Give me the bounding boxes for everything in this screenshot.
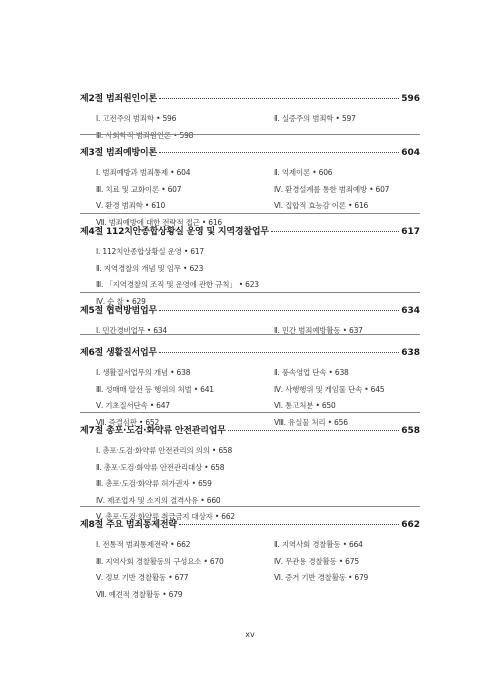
subsection-entry[interactable]: Ⅰ. 전통적 범죄통제전략 • 662 — [96, 540, 191, 549]
section-page-number: 596 — [401, 94, 420, 104]
subsection-entry[interactable]: Ⅴ. 총포·도검·화약류 취급금지 대상자 • 662 — [96, 512, 235, 521]
section-heading[interactable] — [80, 91, 420, 105]
subsection-list — [80, 443, 420, 526]
toc-section — [80, 517, 420, 603]
subsection-entry[interactable]: Ⅷ. 유실물 처리 • 656 — [274, 417, 348, 427]
subsection-entry[interactable]: Ⅲ. 「지역경찰의 조직 및 운영에 관한 규칙」 • 623 — [96, 280, 259, 289]
toc-section — [80, 224, 420, 310]
section-heading[interactable] — [80, 345, 420, 359]
subsection-entry[interactable]: Ⅳ. 제조업자 및 소지의 결격사유 • 660 — [96, 495, 221, 505]
section-page-number: 604 — [401, 148, 420, 158]
subsection-entry[interactable]: Ⅶ. 즉결심판 • 652 — [96, 417, 160, 427]
section-divider — [80, 334, 420, 335]
section-title: 제2절 범죄원인이론 — [80, 94, 157, 104]
subsection-entry[interactable]: Ⅰ. 고전주의 범죄학 • 596 — [96, 114, 177, 123]
dot-leader — [159, 98, 399, 99]
subsection-entry[interactable]: Ⅰ. 총포·도검·화약류 안전관리의 의의 • 658 — [96, 446, 233, 455]
subsection-entry[interactable]: Ⅱ. 민간 범죄예방활동 • 637 — [274, 326, 363, 335]
section-title: 제4절 112치안종합상황실 운영 및 지역경찰업무 — [80, 227, 269, 237]
section-heading[interactable] — [80, 224, 420, 238]
toc-section — [80, 423, 420, 526]
section-heading[interactable] — [80, 145, 420, 159]
toc-section — [80, 91, 420, 144]
subsection-entry[interactable]: Ⅶ. 범죄예방에 대한 전략적 접근 • 616 — [96, 217, 222, 227]
subsection-entry[interactable]: Ⅰ. 민간경비업무 • 634 — [96, 326, 167, 335]
section-title: 제3절 범죄예방이론 — [80, 148, 157, 158]
subsection-list — [80, 244, 420, 310]
subsection-entry[interactable]: Ⅳ. 사행행위 및 게임물 단속 • 645 — [274, 384, 385, 394]
subsection-list — [80, 537, 420, 603]
dot-leader — [179, 524, 399, 525]
section-title: 제5절 협력방범업무 — [80, 306, 157, 316]
subsection-entry[interactable]: Ⅰ. 생활질서업무의 개념 • 638 — [96, 368, 191, 377]
section-heading[interactable] — [80, 303, 420, 317]
subsection-entry[interactable]: Ⅲ. 총포·도검·화약류 허가권자 • 659 — [96, 479, 212, 488]
subsection-entry[interactable]: Ⅳ. 순 찰 • 629 — [96, 296, 146, 306]
section-divider — [80, 506, 420, 507]
dot-leader — [228, 430, 399, 431]
section-divider — [80, 292, 420, 293]
subsection-entry[interactable]: Ⅱ. 총포·도검·화약류 안전관리대상 • 658 — [96, 462, 225, 472]
subsection-entry[interactable]: Ⅴ. 환경 범죄학 • 610 — [96, 201, 166, 210]
section-divider — [80, 412, 420, 413]
subsection-entry[interactable]: Ⅲ. 치료 및 교화이론 • 607 — [96, 184, 182, 194]
subsection-entry[interactable]: Ⅱ. 지역경찰의 개념 및 임무 • 623 — [96, 263, 204, 273]
subsection-entry[interactable]: Ⅵ. 증거 기반 경찰활동 • 679 — [274, 573, 369, 582]
subsection-entry[interactable]: Ⅲ. 성매매 알선 등 행위의 처벌 • 641 — [96, 384, 214, 394]
section-title: 제6절 생활질서업무 — [80, 348, 157, 358]
section-heading[interactable] — [80, 517, 420, 531]
dot-leader — [159, 310, 399, 311]
toc-section — [80, 145, 420, 231]
page-number: xv — [245, 630, 255, 639]
dot-leader — [271, 231, 399, 232]
subsection-entry[interactable]: Ⅳ. 무관용 경찰활동 • 675 — [274, 556, 359, 566]
section-title: 제8절 주요 범죄통제전략 — [80, 520, 177, 530]
section-page-number: 634 — [401, 306, 420, 316]
dot-leader — [159, 352, 399, 353]
subsection-entry[interactable]: Ⅵ. 통고처분 • 650 — [274, 401, 336, 410]
section-title: 제7절 총포·도검·화약류 안전관리업무 — [80, 426, 226, 436]
subsection-entry[interactable]: Ⅳ. 환경설계를 통한 범죄예방 • 607 — [274, 184, 390, 194]
section-page-number: 617 — [401, 227, 420, 237]
subsection-entry[interactable]: Ⅱ. 실증주의 범죄학 • 597 — [274, 114, 356, 123]
subsection-entry[interactable]: Ⅰ. 범죄예방과 범죄통제 • 604 — [96, 168, 191, 177]
section-page-number: 662 — [401, 520, 420, 530]
subsection-entry[interactable]: Ⅵ. 집합적 효능감 이론 • 616 — [274, 201, 369, 210]
subsection-entry[interactable]: Ⅲ. 사회학적 범죄원인론 • 598 — [96, 130, 194, 140]
subsection-entry[interactable]: Ⅴ. 기초질서단속 • 647 — [96, 401, 170, 410]
subsection-list — [80, 365, 420, 431]
section-heading[interactable] — [80, 423, 420, 437]
section-page-number: 658 — [401, 426, 420, 436]
subsection-entry[interactable]: Ⅴ. 정보 기반 경찰활동 • 677 — [96, 573, 189, 582]
section-divider — [80, 134, 420, 135]
subsection-list — [80, 323, 420, 340]
subsection-entry[interactable]: Ⅱ. 풍속영업 단속 • 638 — [274, 368, 349, 377]
subsection-entry[interactable]: Ⅲ. 지역사회 경찰활동의 구성요소 • 670 — [96, 556, 224, 566]
subsection-entry[interactable]: Ⅶ. 예견적 경찰활동 • 679 — [96, 589, 183, 599]
dot-leader — [159, 152, 399, 153]
section-page-number: 638 — [401, 348, 420, 358]
section-divider — [80, 213, 420, 214]
subsection-entry[interactable]: Ⅰ. 112치안종합상황실 운영 • 617 — [96, 247, 204, 256]
subsection-list — [80, 165, 420, 231]
subsection-entry[interactable]: Ⅱ. 억제이론 • 606 — [274, 168, 333, 177]
subsection-list — [80, 111, 420, 144]
toc-section — [80, 345, 420, 431]
subsection-entry[interactable]: Ⅱ. 지역사회 경찰활동 • 664 — [274, 540, 363, 549]
